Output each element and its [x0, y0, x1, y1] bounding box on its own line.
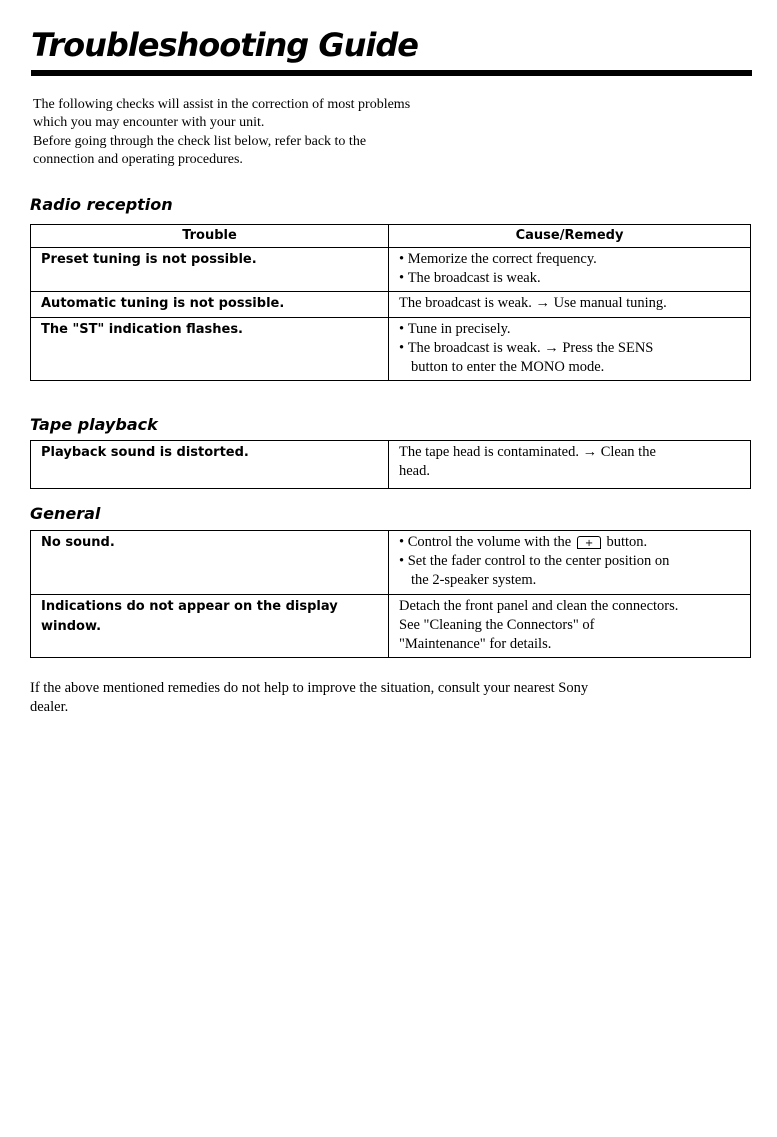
remedy-line: head.	[399, 463, 430, 479]
table-row	[31, 595, 751, 658]
remedy-line: • The broadcast is weak. → Press the SENS	[399, 339, 744, 358]
remedy-line: the 2-speaker system.	[411, 572, 537, 588]
trouble-line: Indications do not appear on the display	[41, 599, 338, 614]
volume-plus-button-icon	[577, 536, 601, 549]
remedy-line: Detach the front panel and clean the connectors.	[399, 598, 679, 614]
trouble-line: window.	[41, 619, 102, 634]
remedy-line: See "Cleaning the Connectors" of	[399, 617, 595, 633]
trouble-cell: Preset tuning is not possible.	[31, 248, 389, 292]
radio-reception-table	[30, 224, 751, 381]
remedy-line: button to enter the MONO mode.	[411, 359, 605, 375]
remedy-line: • Memorize the correct frequency.	[399, 250, 744, 269]
trouble-cell	[31, 595, 389, 658]
remedy-cell	[389, 292, 751, 318]
section-heading-radio-reception: Radio reception	[30, 195, 173, 214]
trouble-cell: No sound.	[31, 531, 389, 595]
tape-playback-table	[30, 440, 751, 489]
remedy-text: button.	[606, 534, 648, 550]
remedy-line: The broadcast is weak. → Use manual tuning.	[399, 295, 667, 311]
table-header-row	[31, 225, 751, 248]
remedy-cell	[389, 248, 751, 292]
remedy-cell	[389, 595, 751, 658]
remedy-cell	[389, 531, 751, 595]
remedy-cell	[389, 318, 751, 381]
general-table	[30, 530, 751, 658]
remedy-cell	[389, 441, 751, 489]
intro-paragraph	[33, 96, 593, 169]
column-header-trouble: Trouble	[31, 225, 389, 248]
intro-line: which you may encounter with your unit.	[33, 115, 265, 131]
table-row	[31, 248, 751, 292]
table-row	[31, 318, 751, 381]
section-heading-general: General	[30, 504, 101, 523]
trouble-cell: Automatic tuning is not possible.	[31, 292, 389, 318]
remedy-line: • Tune in precisely.	[399, 320, 744, 339]
table-row	[31, 441, 751, 489]
remedy-line: • The broadcast is weak.	[399, 269, 744, 288]
page-title: Troubleshooting Guide	[31, 26, 418, 64]
table-row	[31, 531, 751, 595]
remedy-line: "Maintenance" for details.	[399, 636, 552, 652]
trouble-cell: The "ST" indication flashes.	[31, 318, 389, 381]
footer-line: dealer.	[30, 699, 69, 715]
footer-line: If the above mentioned remedies do not help to improve the situation, consult your nearest Sony	[30, 680, 589, 696]
section-heading-tape-playback: Tape playback	[30, 415, 158, 434]
intro-line: Before going through the check list below, refer back to the	[33, 133, 367, 149]
trouble-cell: Playback sound is distorted.	[31, 441, 389, 489]
intro-line: The following checks will assist in the correction of most problems	[33, 97, 411, 112]
remedy-line	[399, 533, 744, 552]
title-divider	[31, 70, 752, 76]
remedy-text: Control the volume with the	[407, 534, 572, 550]
remedy-line: • Set the fader control to the center position on	[399, 552, 744, 571]
column-header-cause-remedy: Cause/Remedy	[389, 225, 751, 248]
footer-note	[30, 679, 750, 717]
table-row	[31, 292, 751, 318]
intro-line: connection and operating procedures.	[33, 151, 243, 167]
remedy-line: The tape head is contaminated. → Clean the	[399, 444, 656, 460]
